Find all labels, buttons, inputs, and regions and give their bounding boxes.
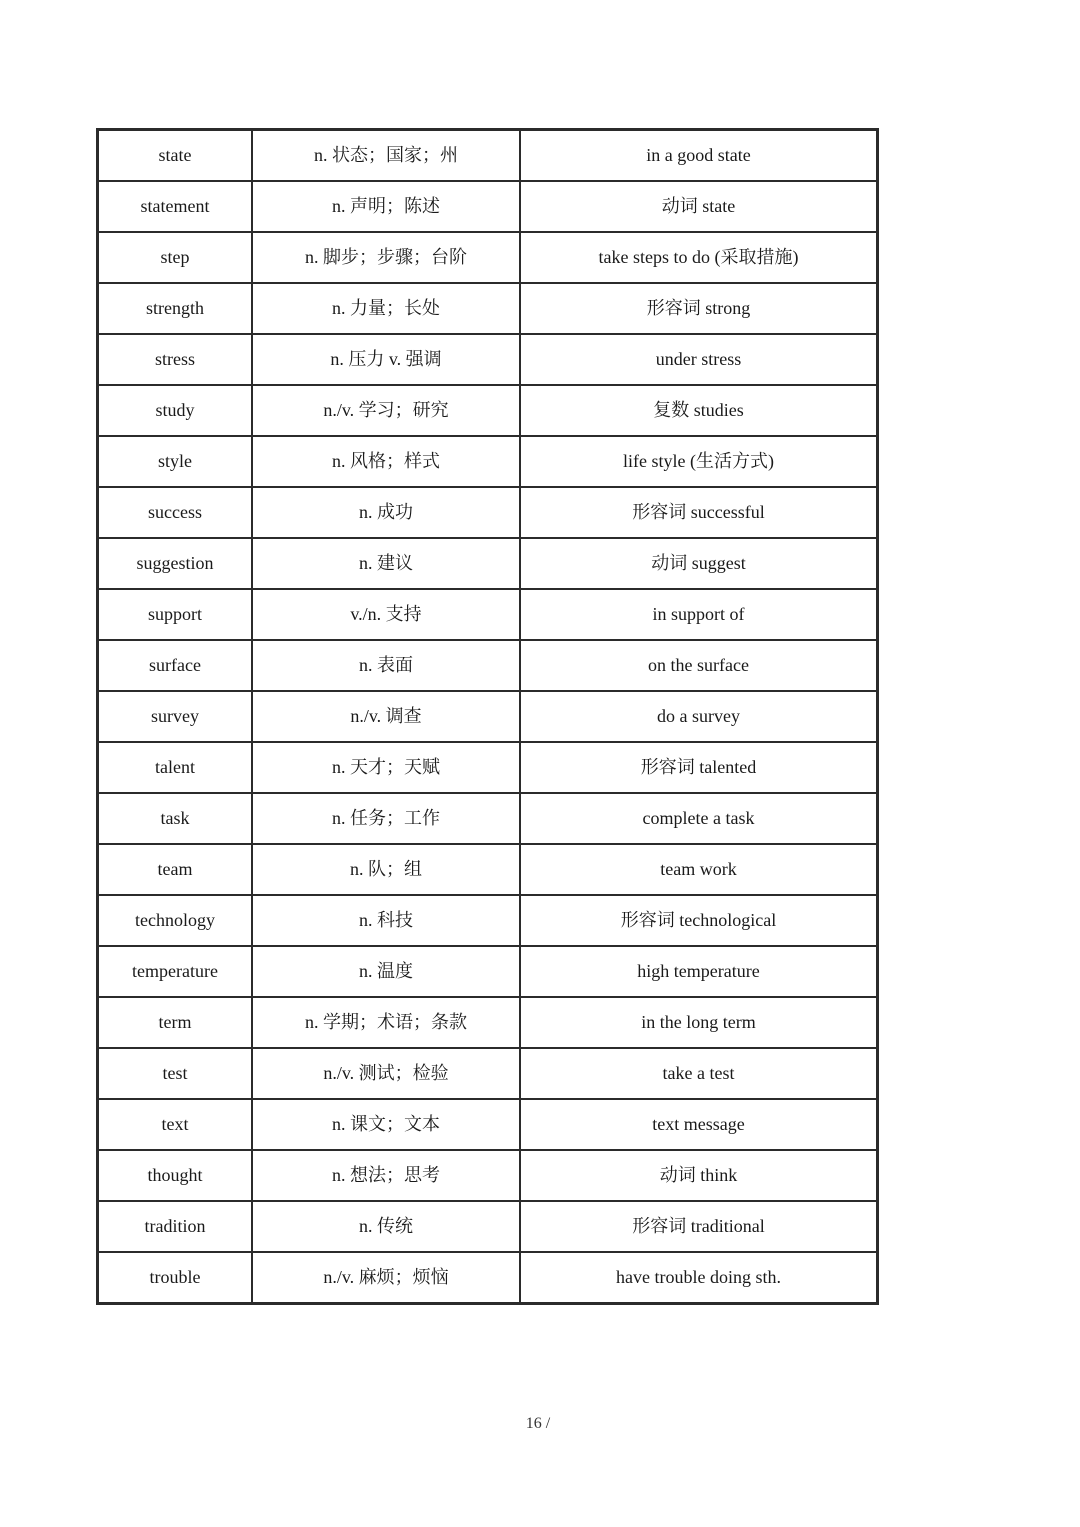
meaning-cell: n. 建议 [252,538,520,589]
usage-cell: 形容词 traditional [520,1201,878,1252]
table-row [98,1099,878,1150]
usage-cell: complete a task [520,793,878,844]
page-number: 16 / [525,1415,551,1432]
meaning-cell: n./v. 麻烦；烦恼 [252,1252,520,1304]
table-row [98,385,878,436]
word-cell: strength [98,283,253,334]
usage-cell: do a survey [520,691,878,742]
meaning-cell: n. 任务；工作 [252,793,520,844]
table-row [98,589,878,640]
word-cell: suggestion [98,538,253,589]
word-cell: stress [98,334,253,385]
table-row [98,130,878,182]
usage-cell: take steps to do (采取措施) [520,232,878,283]
usage-cell: under stress [520,334,878,385]
word-cell: temperature [98,946,253,997]
table-row [98,691,878,742]
table-row [98,436,878,487]
word-cell: trouble [98,1252,253,1304]
table-row [98,640,878,691]
meaning-cell: n. 传统 [252,1201,520,1252]
word-cell: success [98,487,253,538]
usage-cell: in the long term [520,997,878,1048]
meaning-cell: n. 学期；术语；条款 [252,997,520,1048]
usage-cell: life style (生活方式) [520,436,878,487]
usage-cell: take a test [520,1048,878,1099]
word-cell: study [98,385,253,436]
meaning-cell: n. 力量；长处 [252,283,520,334]
word-cell: surface [98,640,253,691]
word-cell: technology [98,895,253,946]
table-row [98,181,878,232]
usage-cell: in a good state [520,130,878,182]
meaning-cell: n. 想法；思考 [252,1150,520,1201]
word-cell: talent [98,742,253,793]
meaning-cell: n. 风格；样式 [252,436,520,487]
table-row [98,1252,878,1304]
table-row [98,997,878,1048]
word-cell: text [98,1099,253,1150]
usage-cell: 形容词 strong [520,283,878,334]
table-row [98,844,878,895]
usage-cell: in support of [520,589,878,640]
meaning-cell: n. 表面 [252,640,520,691]
meaning-cell: n. 科技 [252,895,520,946]
table-row [98,334,878,385]
meaning-cell: n. 脚步；步骤；台阶 [252,232,520,283]
usage-cell: 复数 studies [520,385,878,436]
table-row [98,1150,878,1201]
meaning-cell: n. 队；组 [252,844,520,895]
table-row [98,1201,878,1252]
usage-cell: on the surface [520,640,878,691]
word-cell: team [98,844,253,895]
usage-cell: text message [520,1099,878,1150]
table-row [98,487,878,538]
table-row [98,232,878,283]
usage-cell: 动词 state [520,181,878,232]
meaning-cell: n./v. 调查 [252,691,520,742]
vocabulary-table [96,128,879,1305]
meaning-cell: n./v. 测试；检验 [252,1048,520,1099]
usage-cell: have trouble doing sth. [520,1252,878,1304]
table-row [98,283,878,334]
meaning-cell: n. 状态；国家；州 [252,130,520,182]
table-row [98,538,878,589]
meaning-cell: n./v. 学习；研究 [252,385,520,436]
meaning-cell: v./n. 支持 [252,589,520,640]
word-cell: test [98,1048,253,1099]
meaning-cell: n. 声明；陈述 [252,181,520,232]
table-row [98,946,878,997]
word-cell: style [98,436,253,487]
word-cell: support [98,589,253,640]
table-row [98,895,878,946]
usage-cell: 形容词 talented [520,742,878,793]
word-cell: thought [98,1150,253,1201]
table-row [98,793,878,844]
usage-cell: 动词 think [520,1150,878,1201]
vocabulary-table-body [98,130,878,1304]
usage-cell: 形容词 successful [520,487,878,538]
usage-cell: 动词 suggest [520,538,878,589]
word-cell: state [98,130,253,182]
meaning-cell: n. 温度 [252,946,520,997]
table-row [98,1048,878,1099]
word-cell: task [98,793,253,844]
table-row [98,742,878,793]
meaning-cell: n. 成功 [252,487,520,538]
usage-cell: team work [520,844,878,895]
word-cell: survey [98,691,253,742]
word-cell: term [98,997,253,1048]
word-cell: step [98,232,253,283]
meaning-cell: n. 课文；文本 [252,1099,520,1150]
usage-cell: 形容词 technological [520,895,878,946]
word-cell: statement [98,181,253,232]
usage-cell: high temperature [520,946,878,997]
word-cell: tradition [98,1201,253,1252]
meaning-cell: n. 压力 v. 强调 [252,334,520,385]
meaning-cell: n. 天才；天赋 [252,742,520,793]
